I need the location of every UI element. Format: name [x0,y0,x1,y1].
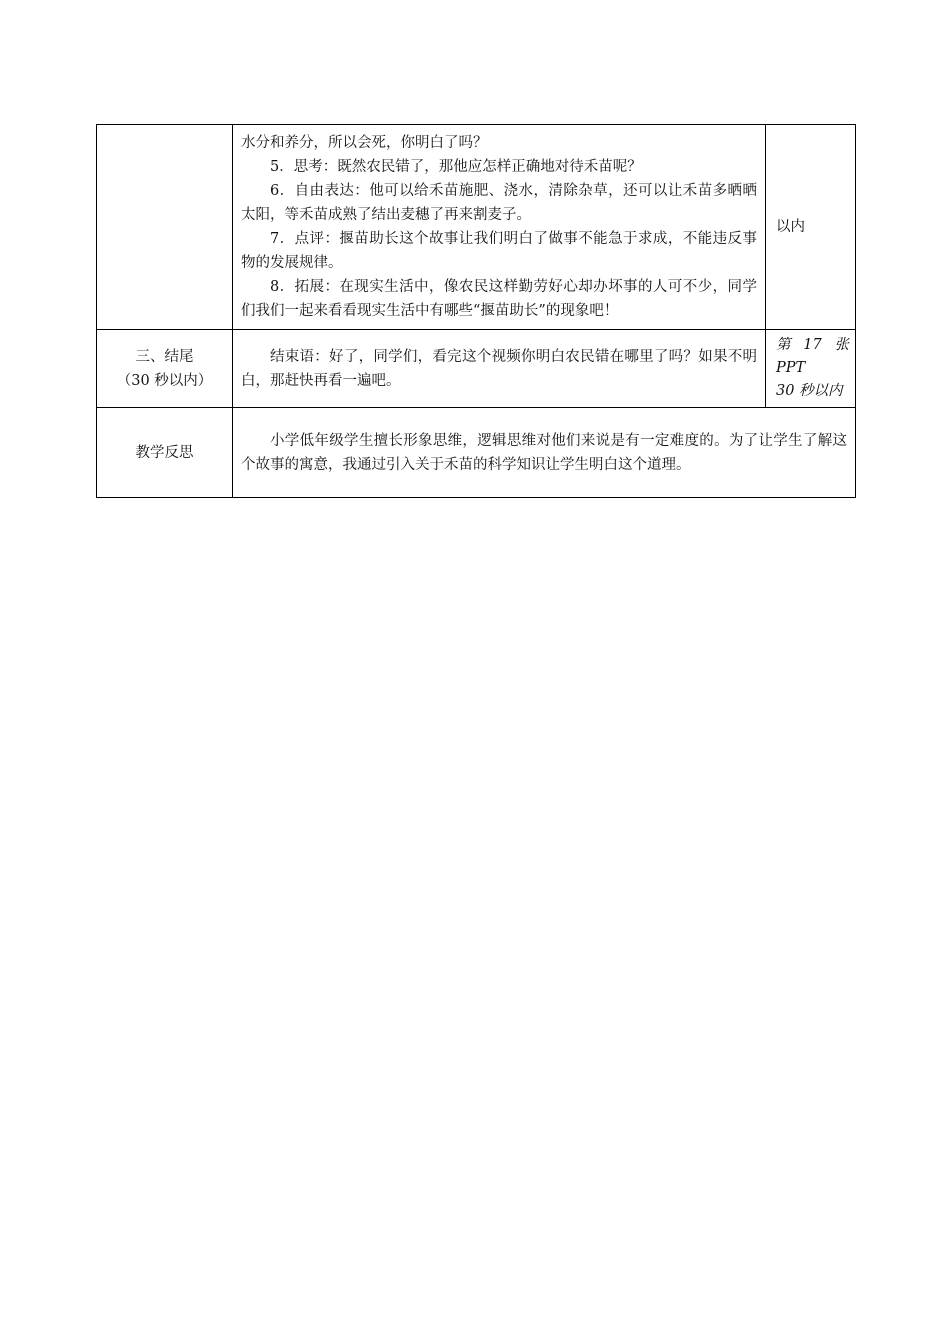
time-note: 以内 [776,219,805,235]
content-line: 5．思考：既然农民错了，那他应怎样正确地对待禾苗呢？ [270,159,642,175]
reflection-label: 教学反思 [135,444,194,461]
closing-text: 结束语：好了，同学们，看完这个视频你明白农民错在哪里了吗？如果不明白，那赶快再看一遍吧。 [241,348,757,389]
slide-duration: 30 秒以内 [776,383,843,399]
activity-content-cell [233,125,766,330]
slide-type: PPT [776,360,806,376]
time-note-cell [766,125,856,330]
content-line: 6．自由表达：他可以给禾苗施肥、浇水，清除杂草，还可以让禾苗多晒晒太阳，等禾苗成熟了结出麦穗了再来割麦子。 [241,183,757,223]
reflection-content-cell [233,408,856,498]
table-row [97,408,856,498]
lesson-plan-table [96,124,856,498]
stage-duration: （30 秒以内） [116,372,213,389]
table-row [97,125,856,330]
table-row [97,330,856,408]
content-line: 8．拓展：在现实生活中，像农民这样勤劳好心却办坏事的人可不少，同学们我们一起来看看现实生活中有哪些“揠苗助长”的现象吧！ [241,279,757,319]
stage-label: 三、结尾 [135,348,194,365]
reflection-label-cell [97,408,233,498]
slide-note-cell [766,330,856,408]
content-line: 7．点评：揠苗助长这个故事让我们明白了做事不能急于求成，不能违反事物的发展规律。 [241,231,757,271]
stage-cell-empty [97,125,233,330]
reflection-text: 小学低年级学生擅长形象思维，逻辑思维对他们来说是有一定难度的。为了让学生了解这个故事的寓意，我通过引入关于禾苗的科学知识让学生明白这个道理。 [241,432,847,473]
closing-content-cell [233,330,766,408]
content-line: 水分和养分，所以会死，你明白了吗？ [241,135,488,151]
stage-label-cell [97,330,233,408]
slide-number-line: 第 17 张 [776,337,849,353]
